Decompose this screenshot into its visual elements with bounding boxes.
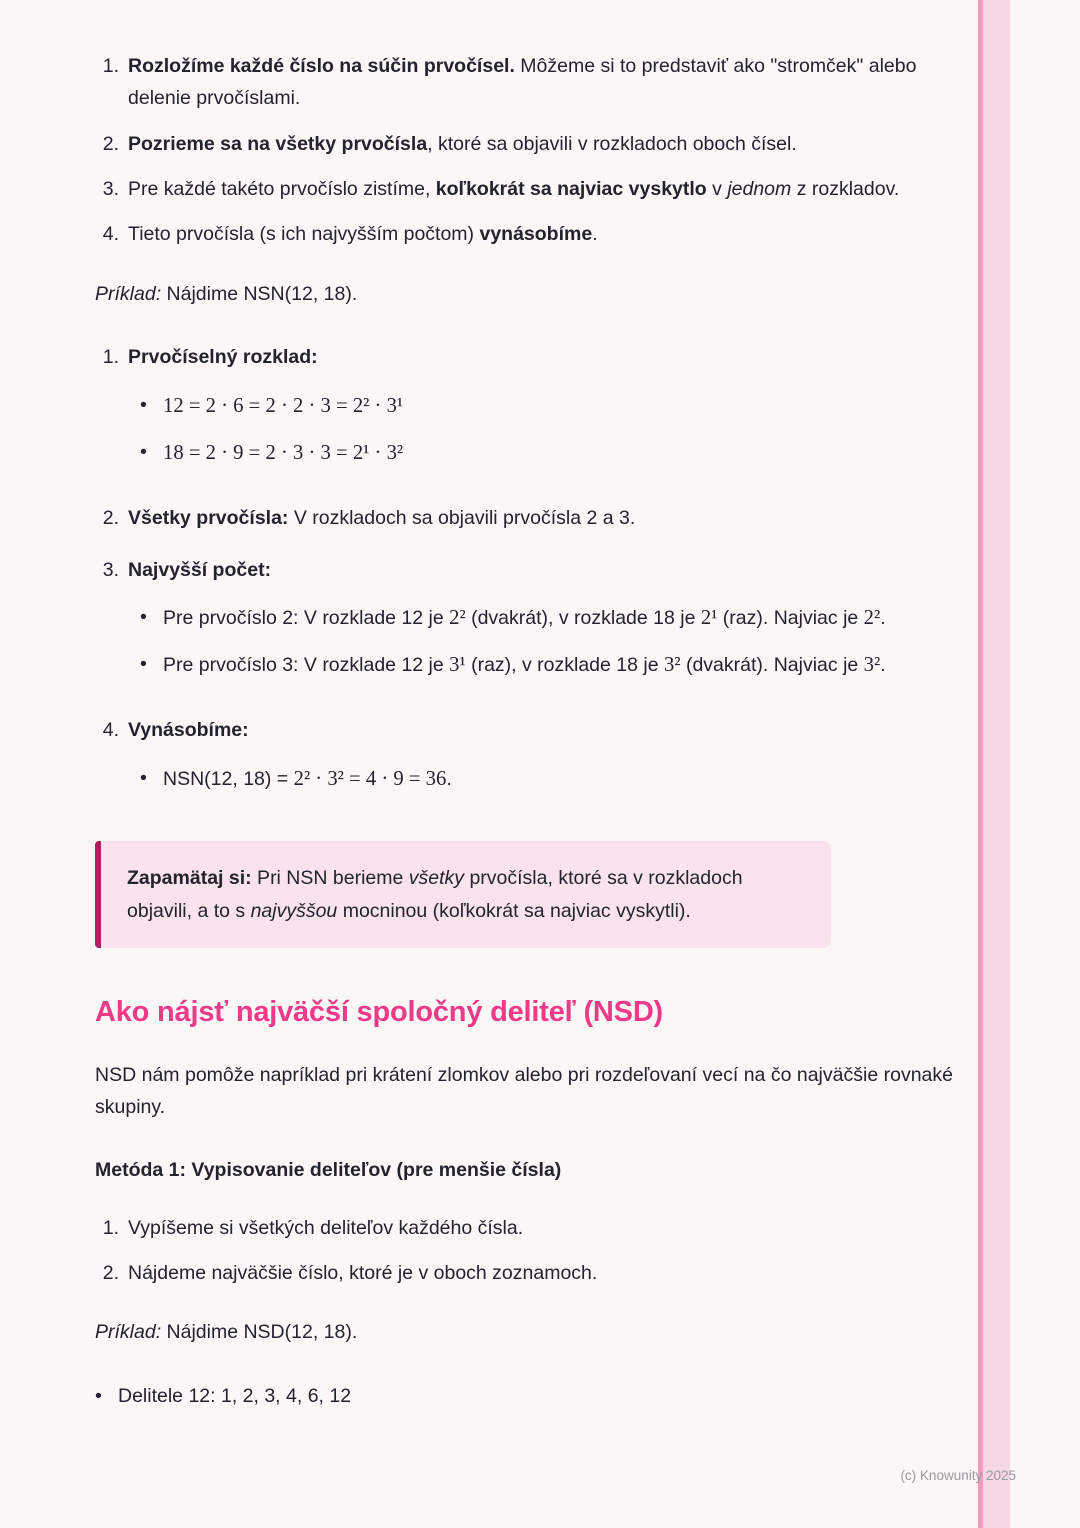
list-text [128,502,953,534]
list-text [128,1212,953,1244]
list-number: 1. [102,346,119,369]
sub-bullet-list [140,762,953,796]
bold-run: vynásobíme [479,223,593,246]
sub-bullet-list [140,389,953,471]
math-run: 3¹ [449,654,466,677]
text-run: z rozkladov. [791,178,900,201]
text-run: Nájdime NSD(12, 18). [161,1321,358,1344]
document-content [95,0,953,1412]
list-number: 1. [102,55,119,77]
list-text [163,648,886,682]
math-run: 2² [863,606,881,629]
text-run: (raz), v rozklade 18 je [465,654,664,677]
bold-run: Prvočíselný rozklad: [128,346,318,369]
math-run: 2¹ [700,606,718,629]
bullet-item [140,436,953,470]
list-item [95,50,953,115]
bold-run: Všetky prvočísla: [128,507,289,530]
list-text [128,341,953,483]
list-number: 4. [102,719,119,742]
bold-run: Najvyšší počet: [128,558,272,581]
math-run: 18 = 2 · 9 = 2 · 3 · 3 = 2¹ · 3² [163,441,404,464]
bold-run: Vynásobíme: [128,719,249,742]
bold-run: Rozložíme každé číslo na súčin prvočísel. [128,55,515,77]
nsn-steps-list [95,341,953,809]
math-run: 2² · 3² = 4 · 9 = 36 [293,767,447,790]
bold-run: koľkokrát sa najviac vyskytlo [435,178,707,201]
bullet-icon: • [140,653,147,676]
italic-run: všetky [408,867,465,890]
text-run: Tieto prvočísla (s ich najvyšším počtom) [128,223,480,246]
text-run: . [880,654,886,677]
bullet-item [140,762,953,796]
method1-subheading: Metóda 1: Vypisovanie deliteľov (pre menšie čísla) [95,1159,562,1182]
bullet-item [140,648,953,682]
list-text [128,218,953,250]
nsn-method-list [95,50,953,251]
italic-run: najvyššou [250,899,338,922]
list-item [95,1257,953,1289]
text-run: Môžeme si to predstaviť ako "stromček" alebo delenie prvočíslami. [128,55,917,110]
list-item [95,128,953,160]
list-number: 3. [102,178,119,201]
list-number: 2. [102,132,119,155]
math-run: 3² [863,654,881,677]
remember-callout [95,841,831,948]
list-item [95,341,953,483]
page-edge-decoration [978,0,1010,1528]
text-run: V rozkladoch sa objavili prvočísla 2 a 3. [288,507,636,530]
list-text [163,601,886,635]
text-run: Nájdime NSN(12, 18). [161,282,358,305]
list-text [128,50,953,115]
bullet-icon: • [95,1384,102,1407]
math-run: 2² [449,606,466,629]
list-text [128,554,953,696]
text-run: . [880,606,886,629]
list-number: 4. [102,223,119,246]
watermark: (c) Knowunity 2025 [900,1467,1016,1483]
list-number: 2. [102,1262,119,1284]
bullet-icon: • [140,766,147,789]
bullet-item [95,1380,953,1412]
text-run: NSN(12, 18) = [163,767,294,790]
text-run: Pri NSN berieme [251,867,409,890]
list-text [128,1257,953,1289]
list-number: 1. [102,1216,119,1239]
italic-run: Príklad: [95,282,162,305]
text-run: Pre každé takéto prvočíslo zistíme, [128,178,436,201]
text-run: , ktoré sa objavili v rozkladoch oboch čísel. [427,132,797,155]
list-item [95,502,953,534]
bold-run: Zapamätaj si: [127,867,252,890]
list-number: 2. [102,507,119,530]
list-item [95,714,953,809]
section-heading-nsd: Ako nájsť najväčší spoločný deliteľ (NSD) [95,995,664,1028]
sub-bullet-list [140,601,953,683]
text-run: (raz). Najviac je [717,606,864,629]
list-text [128,128,953,160]
bold-run: Pozrieme sa na všetky prvočísla [128,132,428,155]
nsd-intro-paragraph: NSD nám pomôže napríklad pri krátení zlomkov alebo pri rozdeľovaní vecí na čo najväčšie rovnaké skupiny. [95,1063,953,1118]
list-item [95,218,953,250]
text-run: Pre prvočíslo 3: V rozklade 12 je [163,654,450,677]
text-run: Vypíšeme si všetkých deliteľov každého čísla. [128,1216,524,1239]
list-text [128,714,953,809]
list-number: 3. [102,558,119,581]
text-run: mocninou (koľkokrát sa najviac vyskytli). [337,899,691,922]
text-run: (dvakrát), v rozklade 18 je [465,606,701,629]
nsd-method-list [95,1212,953,1290]
text-run: Pre prvočíslo 2: V rozklade 12 je [163,606,450,629]
bullet-icon: • [140,440,147,463]
bullet-icon: • [140,605,147,628]
bullet-icon: • [140,393,147,416]
example-paragraph [95,278,953,310]
bullet-item [140,601,953,635]
text-run: . [446,767,452,790]
list-item [95,554,953,696]
italic-run: jednom [727,178,792,201]
list-item [95,173,953,205]
text-run: Nájdeme najväčšie číslo, ktoré je v oboch zoznamoch. [128,1262,598,1284]
math-run: 3² [664,654,681,677]
text-run: (dvakrát). Najviac je [680,654,864,677]
list-text [128,173,953,205]
example-paragraph [95,1316,953,1348]
text-run: Delitele 12: 1, 2, 3, 4, 6, 12 [118,1384,352,1407]
math-run: 12 = 2 · 6 = 2 · 2 · 3 = 2² · 3¹ [163,394,404,417]
list-item [95,1212,953,1244]
bullet-item [140,389,953,423]
list-text [163,762,452,796]
text-run: . [592,223,598,246]
italic-run: Príklad: [95,1321,162,1344]
text-run: v [706,178,728,201]
text-run: prvočísla, ktoré sa v rozkladoch objavili, a to s [127,867,743,922]
